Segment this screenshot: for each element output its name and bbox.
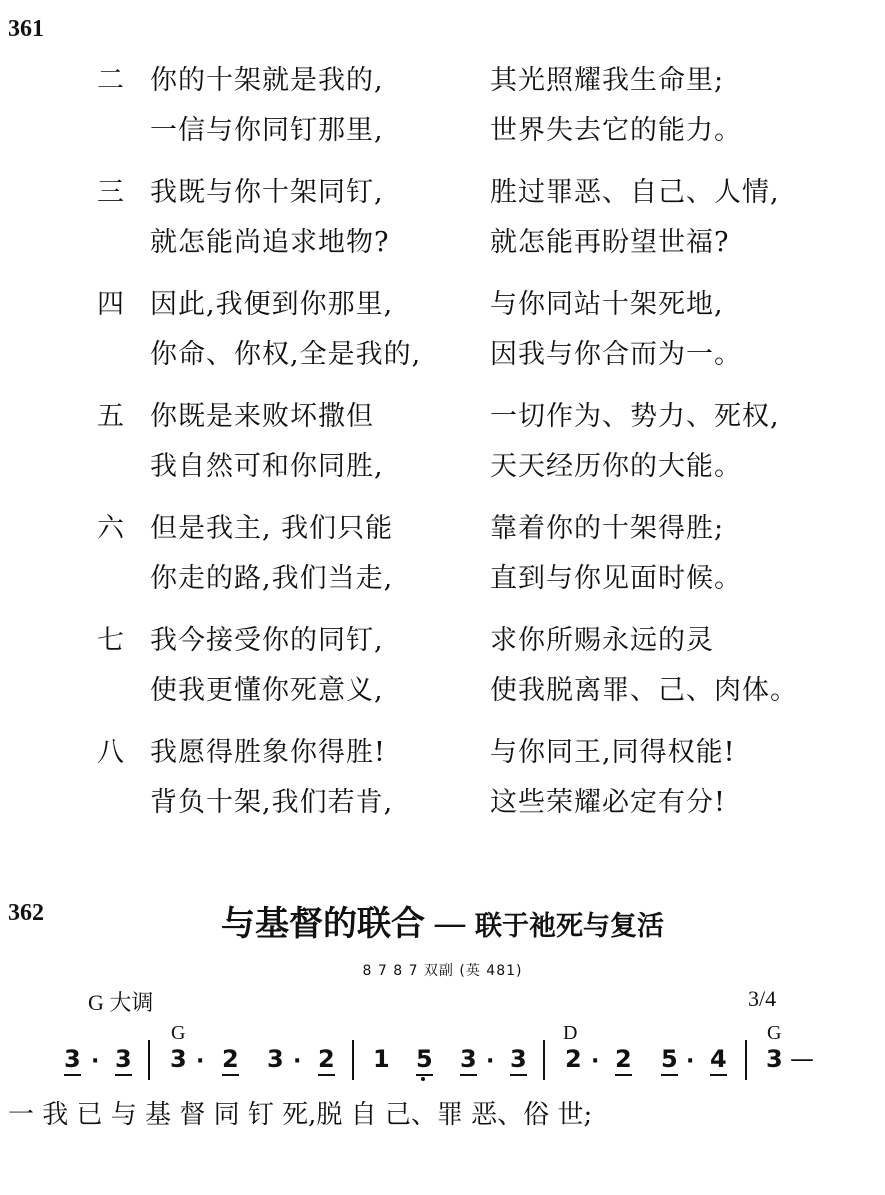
lyric-line: 与你同王,同得权能! — [490, 737, 736, 768]
augmentation-dot: · — [293, 1049, 302, 1074]
chord-symbol: G — [171, 1022, 186, 1044]
stanza-number: 五 — [97, 401, 124, 432]
note: 3 — [115, 1045, 132, 1076]
lyric-line: 因我与你合而为一。 — [490, 339, 742, 370]
lyric-line: 一信与你同钉那里, — [150, 115, 384, 146]
stanza — [0, 618, 885, 730]
stanza-number: 七 — [97, 625, 124, 656]
stanza-number: 八 — [97, 737, 124, 768]
note: 2 — [318, 1045, 335, 1076]
note: 5 — [661, 1045, 678, 1076]
lyric-line: 直到与你见面时候。 — [490, 563, 742, 594]
lyric-line: 背负十架,我们若肯, — [150, 787, 394, 818]
lyric-line: 我愿得胜象你得胜! — [150, 737, 386, 768]
stanza-number: 二 — [97, 65, 124, 96]
lyric-line: 其光照耀我生命里; — [490, 65, 725, 96]
lyric-line: 使我脱离罪、己、肉体。 — [490, 675, 798, 706]
meter-info: 8 7 8 7 双副 (英 481) — [362, 963, 523, 979]
bar-line — [745, 1040, 747, 1080]
time-signature: 3/4 — [748, 986, 777, 1011]
lyric-line: 世界失去它的能力。 — [490, 115, 742, 146]
note: 1 — [373, 1045, 390, 1073]
lyric-line: 胜过罪恶、自己、人情, — [490, 177, 780, 208]
lyric-line: 靠着你的十架得胜; — [490, 513, 725, 544]
stanza-number: 六 — [97, 513, 124, 544]
augmentation-dot: · — [91, 1049, 100, 1074]
note: 2 — [222, 1045, 239, 1076]
lyric-line: 因此,我便到你那里, — [150, 289, 394, 320]
lyric-line: 天天经历你的大能。 — [490, 451, 742, 482]
lyric-line: 我今接受你的同钉, — [150, 625, 384, 656]
note: 3 — [460, 1045, 477, 1076]
note: 4 — [710, 1045, 727, 1076]
lyric-line: 求你所赐永远的灵 — [490, 625, 714, 656]
bar-line — [543, 1040, 545, 1080]
lyric-line: 就怎能尚追求地物? — [150, 227, 390, 258]
augmentation-dot: · — [486, 1049, 495, 1074]
hymn-title-main: 与基督的联合 — [221, 904, 425, 944]
sustain-dash: — — [790, 1045, 814, 1073]
lyric-line: 使我更懂你死意义, — [150, 675, 384, 706]
lyric-line-verse-1: 一 我 已 与 基 督 同 钉 死,脱 自 己、罪 恶、俗 世; — [8, 1100, 593, 1130]
lyric-line: 但是我主, 我们只能 — [150, 513, 394, 544]
augmentation-dot: · — [591, 1049, 600, 1074]
lyric-line: 就怎能再盼望世福? — [490, 227, 730, 258]
augmentation-dot: · — [686, 1049, 695, 1074]
chord-symbol: D — [563, 1022, 578, 1044]
lyric-line: 与你同站十架死地, — [490, 289, 724, 320]
note: 3 — [510, 1045, 527, 1076]
lyric-line: 你的十架就是我的, — [150, 65, 384, 96]
key-signature: G 大调 — [88, 990, 154, 1015]
note: 2 — [615, 1045, 632, 1076]
stanza — [0, 170, 885, 282]
chord-symbol: G — [767, 1022, 782, 1044]
lyric-line: 你走的路,我们当走, — [150, 563, 394, 594]
lyric-line: 你命、你权,全是我的, — [150, 339, 422, 370]
lyric-line: 你既是来败坏撒但 — [150, 401, 374, 432]
stanza-number: 三 — [97, 177, 124, 208]
lyric-line: 这些荣耀必定有分! — [490, 787, 726, 818]
lyric-line: 我自然可和你同胜, — [150, 451, 384, 482]
stanza — [0, 394, 885, 506]
note: 3 — [64, 1045, 81, 1076]
note: 5 — [416, 1045, 433, 1076]
hymn-361-verses — [0, 58, 885, 842]
note: 3 — [766, 1045, 783, 1073]
augmentation-dot: · — [196, 1049, 205, 1074]
low-octave-dot — [421, 1077, 425, 1081]
stanza — [0, 282, 885, 394]
note: 2 — [565, 1045, 582, 1073]
hymn-number-361: 361 — [8, 16, 44, 42]
bar-line — [148, 1040, 150, 1080]
lyric-line: 我既与你十架同钉, — [150, 177, 384, 208]
stanza — [0, 58, 885, 170]
note: 3 — [267, 1045, 284, 1073]
hymn-number-362: 362 — [8, 900, 44, 926]
stanza — [0, 730, 885, 842]
bar-line — [352, 1040, 354, 1080]
lyric-line: 一切作为、势力、死权, — [490, 401, 780, 432]
title-dash: — — [433, 904, 467, 944]
stanza-number: 四 — [97, 289, 124, 320]
note: 3 — [170, 1045, 187, 1073]
stanza — [0, 506, 885, 618]
hymn-title — [0, 896, 885, 945]
hymn-subtitle: 联于祂死与复活 — [475, 911, 664, 942]
